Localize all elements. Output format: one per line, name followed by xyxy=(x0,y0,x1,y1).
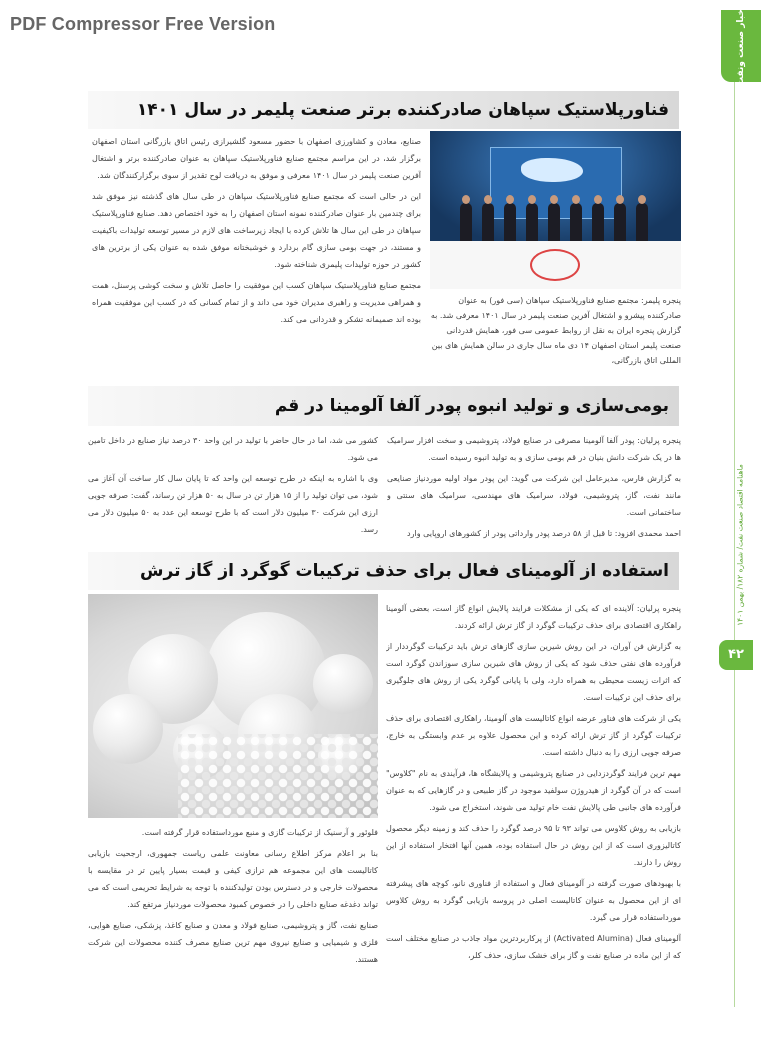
article-3-paragraph: به گزارش فن آوران، در این روش شیرین سازی گازهای ترش باید ترکیبات گوگرددار از فرآورده های نفتی حذف شود که یکی از روش های شیرین سازی سوزاندن گوگرد است که اثرات زیست محیطی به همراه دارد، ولی با پایانی گوگرد یکی از روش های جلوگیری برای حذف این ترکیبات است. xyxy=(386,642,681,702)
person xyxy=(504,203,516,243)
award-ceremony-photo xyxy=(430,131,681,289)
alumina-ball xyxy=(313,654,373,714)
article-2-col-left xyxy=(88,432,378,544)
article-2-banner xyxy=(88,386,679,426)
alumina-balls-photo xyxy=(88,594,378,818)
article-3-paragraph: فلوئور و آرسنیک از ترکیبات گازی و منبع مورداستفاده قرار گرفته است. xyxy=(141,828,378,837)
person xyxy=(592,203,604,243)
article-3-title: استفاده از آلومینای فعال برای حذف ترکیبات گوگرد از گاز ترش xyxy=(140,561,669,581)
article-3-paragraph: صنایع نفت، گاز و پتروشیمی، صنایع فولاد و معدن و صنایع کاغذ، پزشکی، صنایع هوایی، فلزی و شیمیایی و صنایع نیروی مهم ترین صنایع مصرف کننده محصولات این شرکت هستند. xyxy=(88,921,378,964)
article-1-paragraph: این در حالی است که مجتمع صنایع فناورپلاستیک سپاهان در طی سال های گذشته نیز موفق شد برای چندمین بار عنوان صادرکننده نمونه استان اصفهان را به خود اختصاص دهد. صنایع فناورپلاستیک سپاهان در طی این سال ها تلاش کرده با ایجاد زیرساخت های لازم در مسیر توسعه تولیدات باکیفیت و مستند، در جهت بومی سازی گام بردارد و خوشبختانه موفق شده به عنوان یکی از برترین های کشور در حوزه تولیدات پلیمری شناخته شود. xyxy=(92,192,421,269)
article-3-paragraph: بازیابی به روش کلاوس می تواند ۹۳ تا ۹۵ درصد گوگرد را حذف کند و زمینه دیگر محصول کاتالیزوری است که از این روش در حال استفاده بوده، همین آنها افتخار استفاده از این روش را دارند. xyxy=(386,824,681,867)
person xyxy=(636,203,648,243)
article-1-paragraph: مجتمع صنایع فناورپلاستیک سپاهان کسب این موفقیت را حاصل تلاش و سخت کوشی پرسنل، همت و همراهی مدیریت و راهبری مدیران خود می داند و از تمام کسانی که در کسب این موفقیت همراه بوده اند صمیمانه تشکر و قدردانی می کند. xyxy=(92,281,421,324)
section-tab-label: اخبار صنعت ونفت xyxy=(736,5,746,87)
person xyxy=(548,203,560,243)
article-3-col-left xyxy=(88,824,378,974)
article-2-col-right xyxy=(387,432,681,544)
pdf-watermark: PDF Compressor Free Version xyxy=(10,14,276,34)
map-graphic xyxy=(521,158,583,182)
article-3-paragraph: یکی از شرکت های فناور عرضه انواع کاتالیست های آلومینا، راهکاری اقتصادی برای حذف ترکیبات گوگرد از گاز ترش ارائه کرده و این محصول علاوه بر عدم وابستگی به خارج، صرفه جویی ارزی را به دنبال داشته است. xyxy=(386,714,681,757)
person xyxy=(570,203,582,243)
section-tab xyxy=(721,5,761,87)
stage-backdrop xyxy=(430,131,681,241)
article-2-paragraph: پنجره پرلیان: پودر آلفا آلومینا مصرفی در صنایع فولاد، پتروشیمی و سخت افزار سرامیک ها در یک شرکت دانش بنیان در قم بومی سازی و به تولید انبوه رسیده است. xyxy=(387,436,681,462)
person xyxy=(614,203,626,243)
article-3-paragraph: پنجره پرلیان: آلاینده ای که یکی از مشکلات فرایند پالایش انواع گاز است، بعضی آلومینا راهکاری اقتصادی برای حذف ترکیبات گوگرد از گاز ترش ارائه کردند. xyxy=(386,604,681,630)
article-2-paragraph: به گزارش فارس، مدیرعامل این شرکت می گوید: این پودر مواد اولیه موردنیاز صنایعی مانند نفت، گاز، پتروشیمی، فولاد، سرامیک های مهندسی، سرامیک های سنتی و ساختمانی است. xyxy=(387,474,681,517)
people-group xyxy=(450,201,660,243)
article-3-paragraph: بنا بر اعلام مرکز اطلاع رسانی معاونت علمی ریاست جمهوری، ارجحیت بازیابی کاتالیست های این مجموعه هم ترازی کیفی و قیمت بسیار پایین تر در مقایسه با محصولات خارجی و در دسترس بودن تولیدکننده با توجه به شرایط تحریمی است که می تواند دغدغه صنایع داخلی را در خصوص کمبود محصولات موردنیاز مرتفع کند. xyxy=(88,849,378,909)
company-logo xyxy=(530,249,580,281)
article-1-caption: پنجره پلیمر: مجتمع صنایع فناورپلاستیک سپاهان (سی فور) به عنوان صادرکننده پیشرو و اشتغال آفرین صنعت پلیمر در سال ۱۴۰۱ معرفی شد. به گزارش پنجره ایران به نقل از روابط عمومی سی فور، همایش قدردانی صنعت پلیمر استان اصفهان ۱۴ دی ماه سال جاری در سالن همایش های بین المللی اتاق بازرگانی، xyxy=(430,296,681,365)
article-3-col-right xyxy=(386,600,681,975)
article-2-paragraph: احمد محمدی افزود: تا قبل از ۵۸ درصد پودر وارداتی پودر از کشورهای اروپایی وارد xyxy=(407,529,681,538)
photo-footer-band xyxy=(430,241,681,289)
article-2-paragraph: وی با اشاره به اینکه در طرح توسعه این واحد که تا پایان سال کار ساخت آن آغاز می شود، می توان تولید را از ۱۵ هزار تن در سال به ۵۰ هزار تن رساند، گفت: صرفه جویی ارزی این شرکت ۳۰ میلیون دلار است که با طرح توسعه این عدد به ۵۰ میلیون دلار می رسد. xyxy=(88,474,378,534)
issue-meta xyxy=(733,464,747,626)
small-alumina-beads xyxy=(178,734,378,818)
article-3-paragraph: آلومینای فعال (Activated Alumina) از پرکاربردترین مواد جاذب در صنایع مختلف است که از این ماده در صنایع نفت و گاز برای خشک سازی، حذف کلر، xyxy=(386,934,681,960)
page-number: ۴۲ xyxy=(719,640,753,670)
article-1-banner xyxy=(88,91,679,129)
article-1-body xyxy=(92,133,421,367)
article-1-paragraph: صنایع، معادن و کشاورزی اصفهان با حضور مسعود گلشیرازی رئیس اتاق بازرگانی استان اصفهان برگزار شد، در این مراسم مجتمع صنایع فناورپلاستیک سپاهان به عنوان صادرکننده برتر و اشتغال آفرین صنعت پلیمر در سال ۱۴۰۱ معرفی و موفق به دریافت لوح تقدیر از سوی برگزارکنندگان شد. xyxy=(92,137,421,180)
issue-meta-text: ماهنامه اقتصاد صنعت نفت/ شماره ۱۸۲/ بهمن ۱۴۰۱ xyxy=(735,464,745,626)
article-2-paragraph: کشور می شد، اما در حال حاضر با تولید در این واحد ۳۰ درصد نیاز صنایع در داخل تامین می شود. xyxy=(88,436,378,462)
article-2-title: بومی‌سازی و تولید انبوه پودر آلفا آلومینا در قم xyxy=(274,396,669,416)
person xyxy=(526,203,538,243)
article-3-paragraph: مهم ترین فرایند گوگردزدایی در صنایع پتروشیمی و پالایشگاه ها، فرآیندی به نام "کلاوس" است که در آن گوگرد از هیدروژن سولفید موجود در گاز طبیعی و در گازهایی که به عنوان فرآورده های جانبی طی پالایش نفت خام تولید می شوند، استخراج می شود. xyxy=(386,769,681,812)
person xyxy=(460,203,472,243)
article-1-title: فناورپلاستیک سپاهان صادرکننده برتر صنعت پلیمر در سال ۱۴۰۱ xyxy=(136,100,669,120)
alumina-ball xyxy=(93,694,163,764)
person xyxy=(482,203,494,243)
article-3-banner xyxy=(88,552,679,590)
article-3-paragraph: با بهبودهای صورت گرفته در آلومینای فعال و استفاده از فناوری نانو، کوچه های پیشرفته ای از این محصول به عنوان کاتالیست اصلی در پروسه بازیابی گوگرد به روش کلاوس مورداستفاده قرار می گیرد. xyxy=(386,879,681,922)
